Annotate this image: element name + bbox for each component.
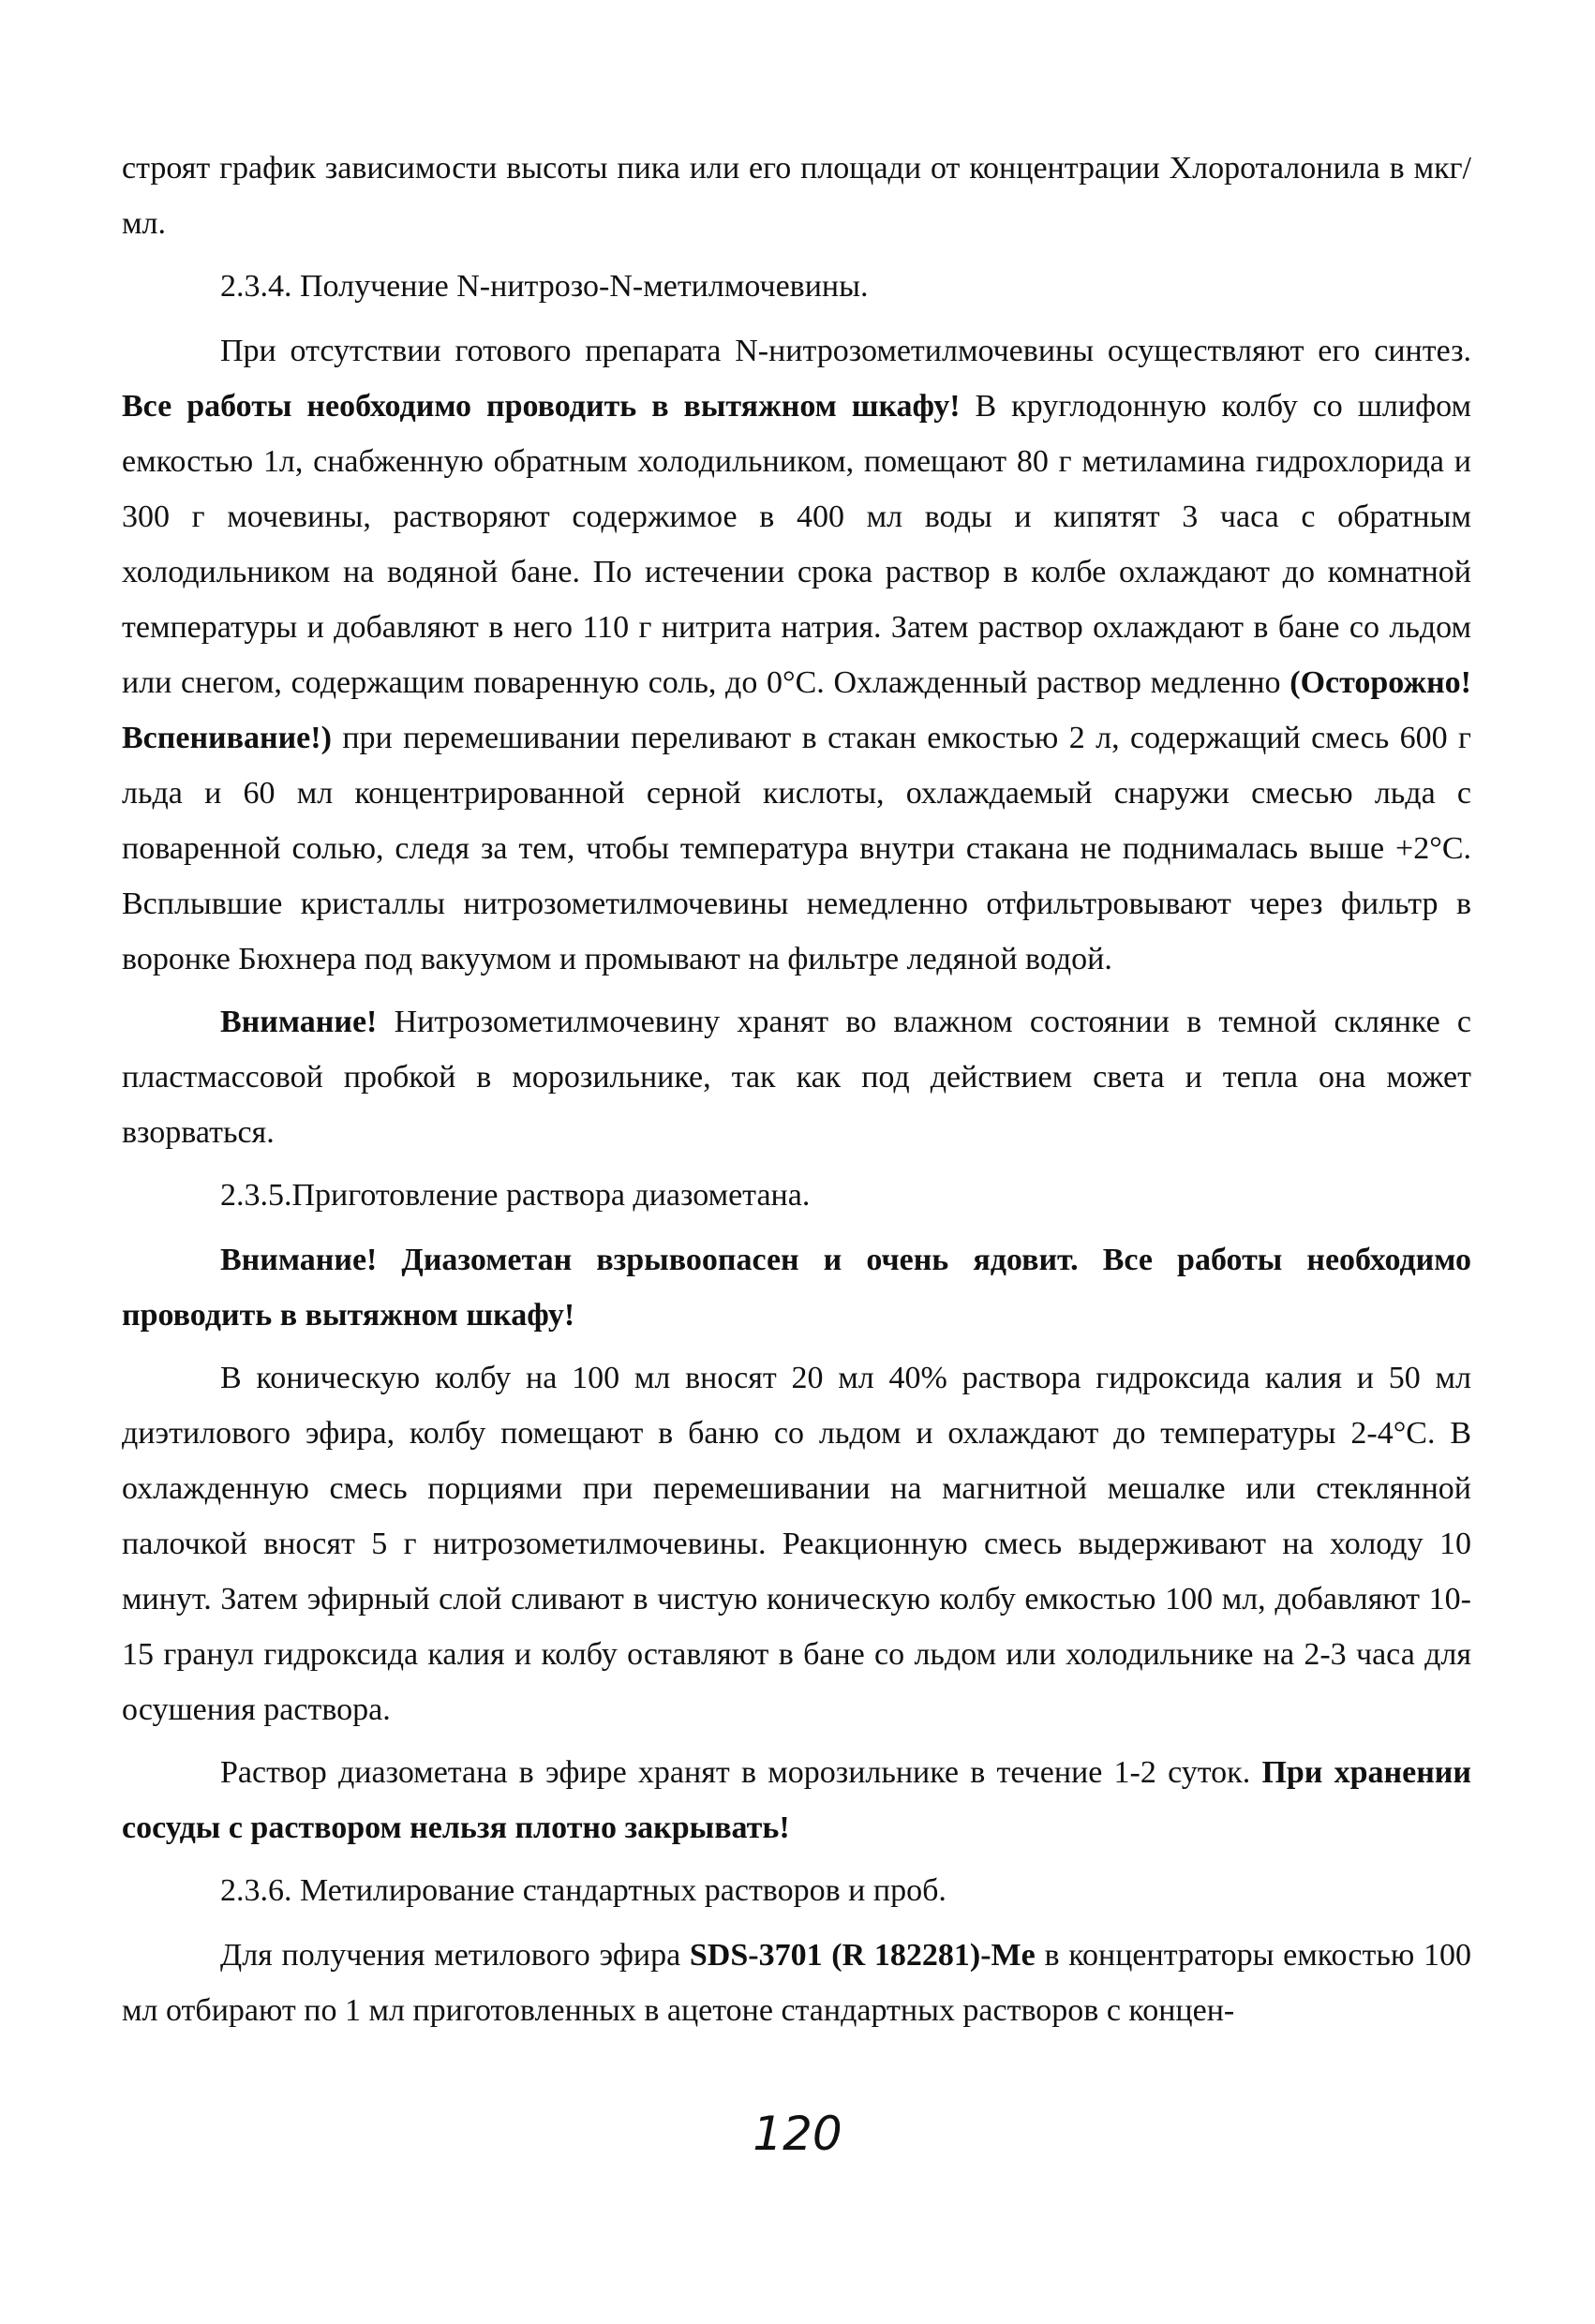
paragraph-calibration: строят график зависимости высоты пика или его площади от концентрации Хлороталонила в мкг/мл. bbox=[122, 151, 1471, 241]
closing-warning: При хранении сосуды с раствором нельзя плотно закрывать! bbox=[122, 1755, 1471, 1845]
storage-text: Раствор диазометана в эфире хранят в морозильнике в течение 1-2 суток. bbox=[220, 1755, 1262, 1790]
attention-label: Внимание! bbox=[220, 1005, 378, 1039]
page-number: 120 bbox=[753, 2107, 842, 2161]
section-heading-2-3-5: 2.3.5.Приготовление раствора диазометана. bbox=[220, 1178, 811, 1213]
document-page bbox=[122, 141, 1471, 2046]
paragraph-diazomethane-preparation: В коническую колбу на 100 мл вносят 20 мл 40% раствора гидроксида калия и 50 мл диэтилового эфира, колбу помещают в баню со льдом и охлаждают до температуры 2-4°С. В охлажденную смесь порциями при перемешивании на магнитной мешалке или стеклянной палочкой вносят 5 г нитрозометилмочевины. Реакционную смесь выдерживают на холоду 10 минут. Затем эфирный слой сливают в чистую коническую колбу емкостью 100 мл, добавляют 10-15 гранул гидроксида калия и колбу оставляют в бане со льдом или холодильнике на 2-3 часа для осушения раствора. bbox=[122, 1361, 1471, 1727]
paragraph-storage-warning bbox=[122, 994, 1471, 1160]
synthesis-text-filtration: при перемешивании переливают в стакан емкостью 2 л, содержащий смесь 600 г льда и 60 мл концентрированной серной кислоты, охлаждаемый снаружи смесью льда с поваренной солью, следя за тем, чтобы температура внутри стакана не поднималась выше +2°С. Всплывшие кристаллы нитрозометилмочевины немедленно отфильтровывают через фильтр в воронке Бюхнера под вакуумом и промывают на фильтре ледяной водой. bbox=[122, 721, 1471, 976]
section-heading-2-3-4: 2.3.4. Получение N-нитрозо-N-метилмочевины. bbox=[220, 269, 869, 304]
foaming-warning: (Осторожно! Вспенивание!) bbox=[122, 665, 1471, 755]
diazomethane-danger-warning: Внимание! Диазометан взрывоопасен и очень ядовит. Все работы необходимо проводить в вытяжном шкафу! bbox=[122, 1243, 1471, 1333]
paragraph-methylation bbox=[122, 1928, 1471, 2038]
fume-hood-warning: Все работы необходимо проводить в вытяжном шкафу! bbox=[122, 389, 961, 424]
section-heading-2-3-6: 2.3.6. Метилирование стандартных растворов и проб. bbox=[220, 1873, 947, 1908]
synthesis-text-intro: При отсутствии готового препарата N-нитрозометилмочевины осуществляют его синтез. bbox=[220, 334, 1471, 368]
methylation-text-intro: Для получения метилового эфира bbox=[220, 1938, 690, 1973]
storage-warning-text: Нитрозометилмочевину хранят во влажном состоянии в темной склянке с пластмассовой пробкой в морозильнике, так как под действием света и тепла она может взорваться. bbox=[122, 1005, 1471, 1150]
paragraph-synthesis bbox=[122, 323, 1471, 987]
paragraph-diazomethane-storage bbox=[122, 1745, 1471, 1855]
methylation-text-procedure: в концентраторы емкостью 100 мл отбирают по 1 мл приготовленных в ацетоне стандартных растворов с концен- bbox=[122, 1938, 1471, 2028]
synthesis-text-procedure: В круглодонную колбу со шлифом емкостью 1л, снабженную обратным холодильником, помещают 80 г метиламина гидрохлорида и 300 г мочевины, растворяют содержимое в 400 мл воды и кипятят 3 часа с обратным холодильником на водяной бане. По истечении срока раствор в колбе охлаждают до комнатной температуры и добавляют в него 110 г нитрита натрия. Затем раствор охлаждают в бане со льдом или снегом, содержащим поваренную соль, до 0°С. Охлажденный раствор медленно bbox=[122, 389, 1471, 700]
compound-name: SDS-3701 (R 182281)-Me bbox=[689, 1938, 1036, 1973]
